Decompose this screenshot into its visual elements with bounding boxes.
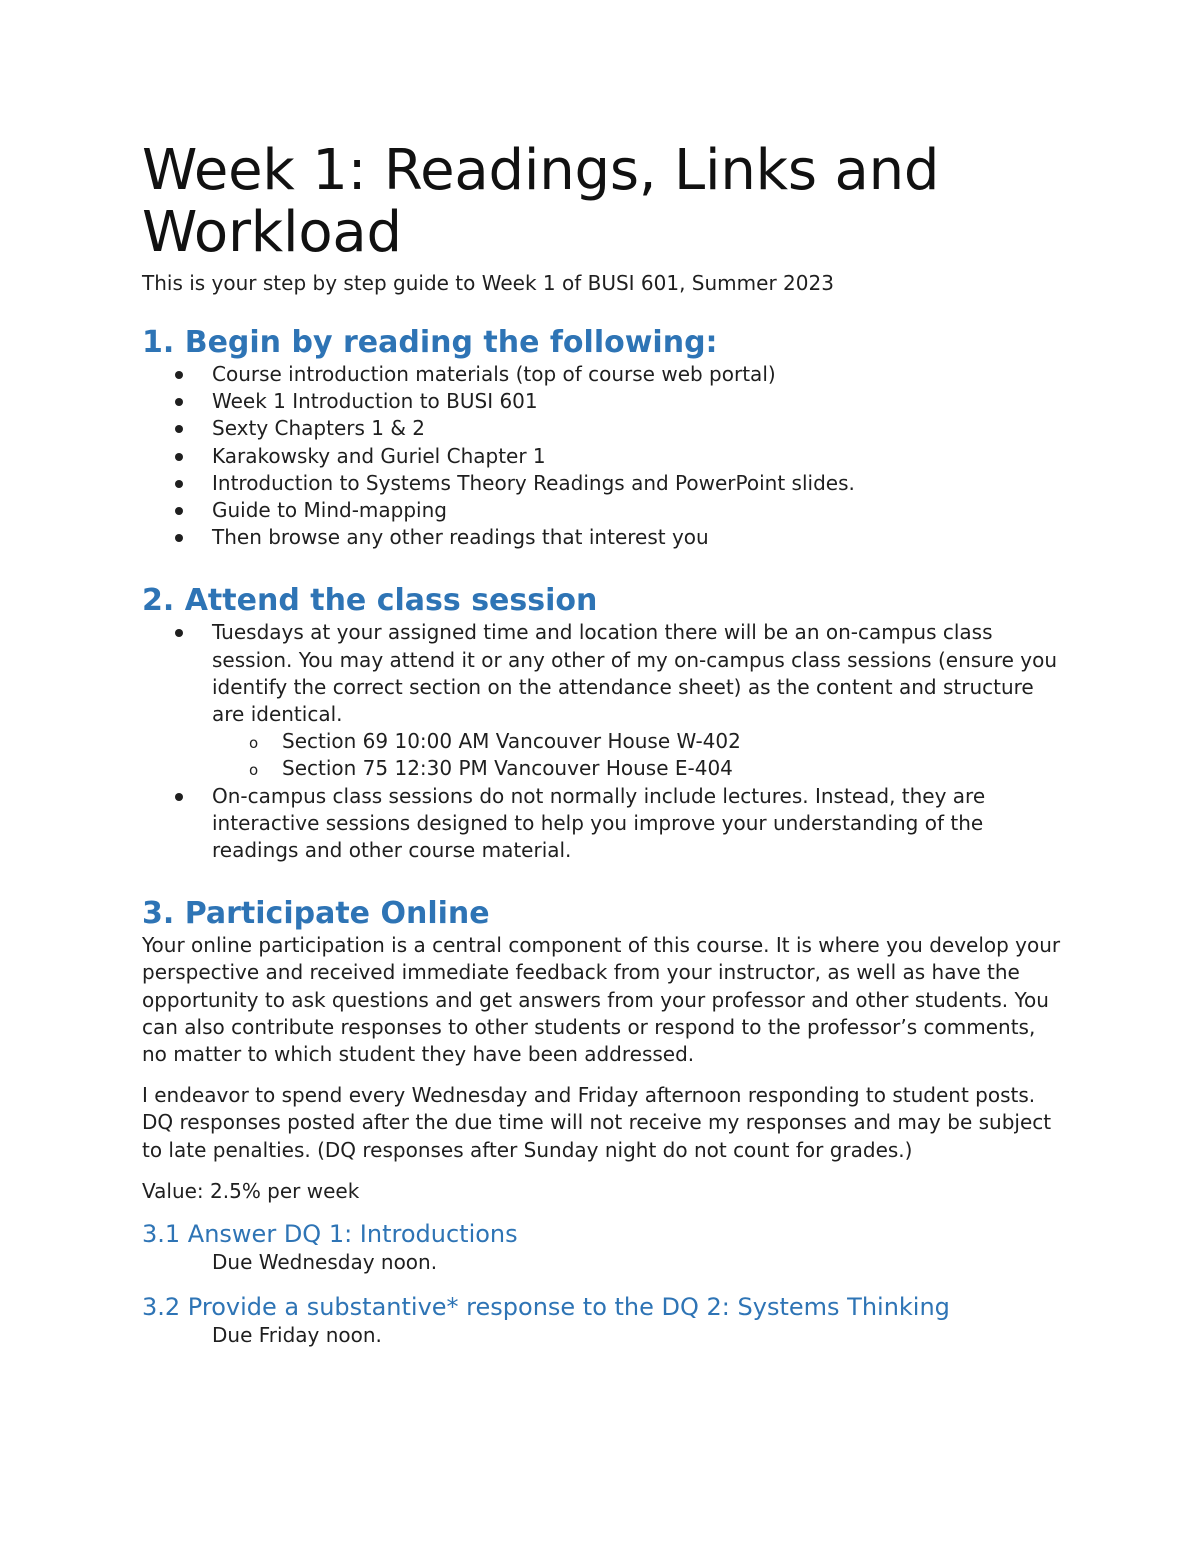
dq2-due: Due Friday noon. xyxy=(212,1323,382,1348)
value-text: Value: 2.5% per week xyxy=(142,1178,360,1203)
page-subtitle: This is your step by step guide to Week 1 of BUSI 601, Summer 2023 xyxy=(142,271,834,295)
section-list xyxy=(212,728,1062,782)
reading-list xyxy=(142,361,1062,551)
sub-list-item: o Section 75 12:30 PM Vancouver House E-404 xyxy=(212,755,1062,782)
response-paragraph: I endeavor to spend every Wednesday and Friday afternoon responding to student posts. DQ responses posted after the due time will not receive my responses and may be subject to late penalties. (DQ responses after Sunday night do not count for grades.) xyxy=(142,1083,1052,1162)
list-item xyxy=(142,619,1062,782)
list-item: Sexty Chapters 1 & 2 xyxy=(142,415,1062,442)
dq2-heading: 3.2 Provide a substantive* response to the DQ 2: Systems Thinking xyxy=(142,1293,950,1322)
section2-heading: 2. Attend the class session xyxy=(142,583,598,619)
list-item: Introduction to Systems Theory Readings and PowerPoint slides. xyxy=(142,470,1062,497)
section1-heading: 1. Begin by reading the following: xyxy=(142,325,718,360)
sub-list-item: o Section 69 10:00 AM Vancouver House W-402 xyxy=(212,728,1062,755)
class-session-text: Tuesdays at your assigned time and location there will be an on-campus class session. You may attend it or any other of my on-campus class sessions (ensure you identify the correct section on the attendance sheet) as the content and structure are identical. xyxy=(212,620,1058,727)
list-item: Week 1 Introduction to BUSI 601 xyxy=(142,388,1062,415)
list-item: Karakowsky and Guriel Chapter 1 xyxy=(142,443,1062,470)
document-page xyxy=(142,140,1062,1349)
dq1-heading: 3.1 Answer DQ 1: Introductions xyxy=(142,1220,518,1249)
dq1-due: Due Wednesday noon. xyxy=(212,1250,438,1275)
list-item: On-campus class sessions do not normally include lectures. Instead, they are interactive sessions designed to help you improve your understanding of the readings and other course material. xyxy=(142,783,1062,865)
list-item: Then browse any other readings that interest you xyxy=(142,524,1062,551)
section3-heading: 3. Participate Online xyxy=(142,896,490,932)
participation-paragraph: Your online participation is a central component of this course. It is where you develop your perspective and received immediate feedback from your instructor, as well as have the opportunity to ask questions and get answers from your professor and other students. You can also contribute responses to other students or respond to the professor’s comments, no matter to which student they have been addressed. xyxy=(142,933,1061,1067)
list-item: Guide to Mind-mapping xyxy=(142,497,1062,524)
page-title: Week 1: Readings, Links and Workload xyxy=(142,138,940,265)
list-item: Course introduction materials (top of course web portal) xyxy=(142,361,1062,388)
class-session-list xyxy=(142,619,1062,864)
